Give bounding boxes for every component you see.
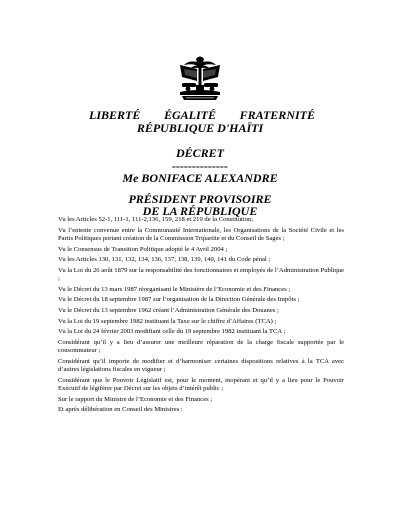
- paragraph: Vu le Consensus de Transition Politique adopté le 4 Avril 2004 ;: [58, 245, 228, 253]
- paragraph: Considérant qu’il y a lieu d’assurer une meilleure réparation de la charge fiscale supportée par le consommateur ;: [58, 338, 344, 355]
- motto-liberte: LIBERTÉ: [89, 108, 141, 122]
- document-type: DÉCRET: [175, 146, 224, 160]
- author-name: Me BONIFACE ALEXANDRE: [122, 171, 278, 185]
- paragraph: Considérant que le Pouvoir Législatif est, pour le moment, inopérant et qu’il y a lieu pour le Pouvoir Exécutif de légiférer par Décret sur les objets d’intérêt public ;: [58, 376, 344, 393]
- republic-name: RÉPUBLIQUE D'HAÏTI: [136, 121, 264, 135]
- paragraph: Vu les Articles 130, 131, 132, 134, 136, 137, 138, 139, 140, 141 du Code pénal ;: [58, 256, 271, 264]
- title-separator: --------------: [172, 159, 228, 173]
- paragraph: Vu la Loi du 19 septembre 1982 instituant la Taxe sur le chiffre d’Affaires (TCA) ;: [58, 317, 277, 325]
- paragraph: Vu le Décret du 13 septembre 1962 créant l’Administration Générale des Douanes ;: [58, 306, 279, 314]
- author-title-line2: DE LA RÉPUBLIQUE: [142, 204, 258, 218]
- haiti-coat-of-arms-icon: [176, 55, 224, 101]
- paragraph: Vu le Décret du 18 septembre 1987 sur l’organisation de la Direction Générale des Impôts ;: [58, 296, 300, 304]
- paragraph: Vu la Loi du 26 août 1879 sur la responsabilité des fonctionnaires et employés de l’Administration Publique ;: [58, 266, 344, 283]
- paragraph: Et après délibération en Conseil des Ministres :: [58, 406, 183, 414]
- paragraph: Sur le rapport du Ministre de l’Economie et des Finances ;: [58, 395, 213, 403]
- paragraph: Vu le Décret du 13 mars 1987 réorganisant le Ministère de l’Economie et des Finances ;: [58, 285, 291, 293]
- paragraph: Considérant qu’il importe de modifier et d’harmoniser certaines dispositions relatives à la TCA avec d’autres législations fiscales en vigueur ;: [58, 357, 344, 374]
- motto-line: [89, 108, 315, 122]
- decree-body: [58, 216, 344, 417]
- motto-egalite: ÉGALITÉ: [163, 108, 216, 122]
- author-title-line1: PRÉSIDENT PROVISOIRE: [128, 192, 272, 206]
- paragraph: Vu la Loi du 24 février 2003 modifiant celle du 19 septembre 1982 instituant la TCA ;: [58, 328, 286, 336]
- paragraph: Vu les Articles 52-1, 111-1, 111-2,136, 159, 218 et 219 de la Constitution;: [58, 216, 254, 223]
- motto-fraternite: FRATERNITÉ: [239, 108, 315, 122]
- paragraph: Vu l’entente convenue entre la Communauté Internationale, les Organisations de la Société Civile et les Partis Politiques portant création de la Commission Tripartite et du Conseil de Sages ;: [58, 226, 344, 242]
